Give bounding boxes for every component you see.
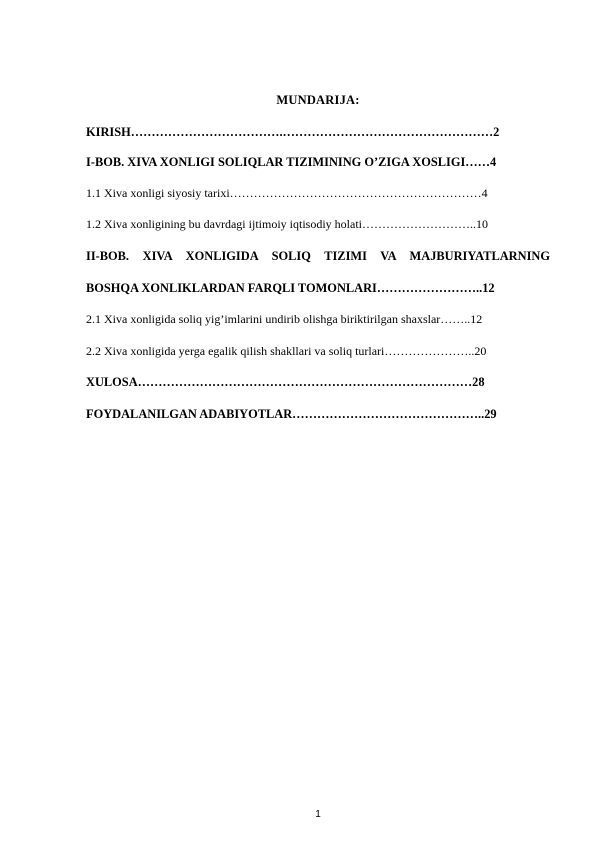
toc-entry-section-2-2: 2.2 Xiva xonligida yerga egalik qilish shakllari va soliq turlari…………………..20 [86,344,487,358]
toc-entry-references: FOYDALANILGAN ADABIYOTLAR………………………………………..29 [86,407,497,421]
toc-entry-section-1-2: 1.2 Xiva xonligining bu davrdagi ijtimoiy iqtisodiy holati………………………..10 [86,217,488,231]
page-title: MUNDARIJA: [276,93,360,107]
toc-entry-section-1-1: 1.1 Xiva xonligi siyosiy tarixi………………………………………………………4 [86,186,488,200]
page-number: 1 [315,809,321,820]
toc-entry-chapter-1: I-BOB. XIVA XONLIGI SOLIQLAR TIZIMINING O’ZIGA XOSLIGI……4 [86,155,497,169]
toc-entry-kirish: KIRISH……………………………….……………………………………………2 [86,125,500,139]
toc-entry-xulosa: XULOSA………………………………………………………………………28 [86,375,485,389]
toc-entry-chapter-2-line-1: II-BOB. XIVA XONLIGIDA SOLIQ TIZIMI VA MAJBURIYATLARNING [86,249,550,263]
toc-entry-section-2-1: 2.1 Xiva xonligida soliq yig’imlarini undirib olishga biriktirilgan shaxslar……..12 [86,312,483,326]
toc-entry-chapter-2-line-2: BOSHQA XONLIKLARDAN FARQLI TOMONLARI……………………..12 [86,281,495,295]
